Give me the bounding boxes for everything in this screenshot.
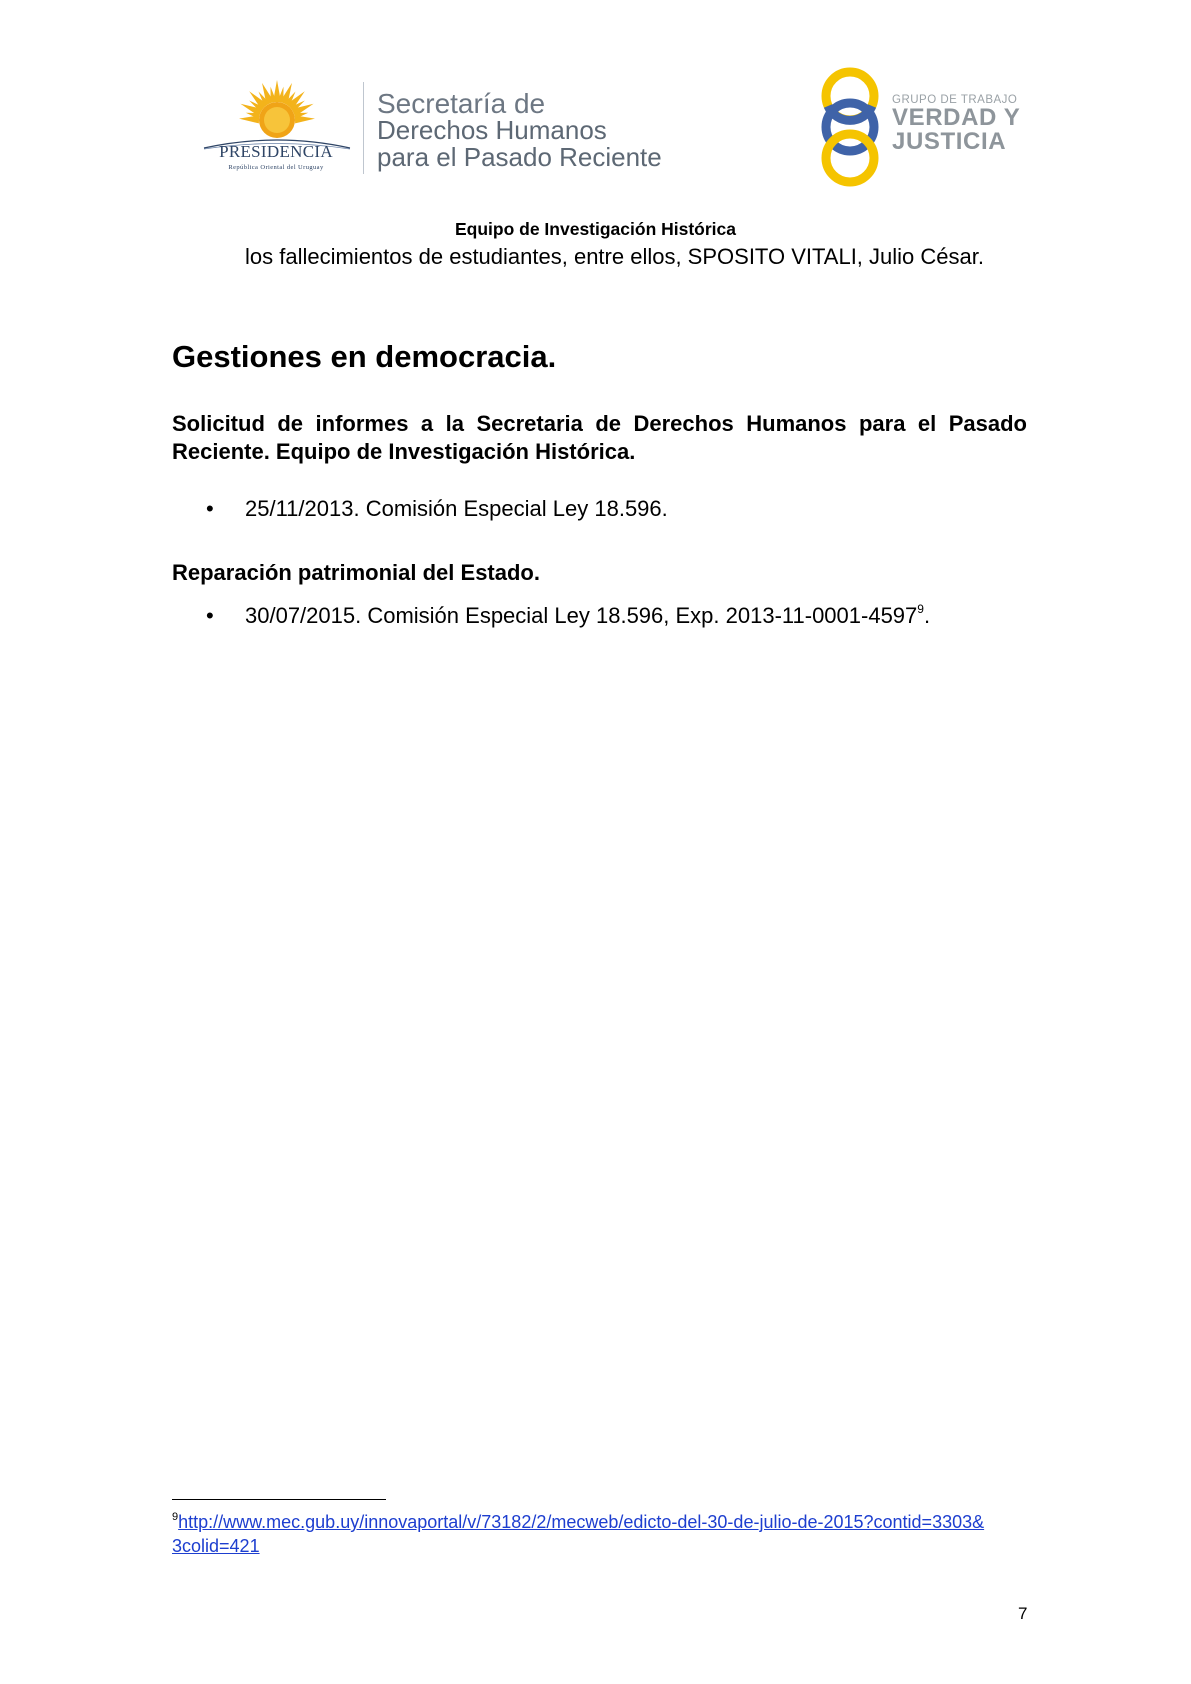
footnote-separator: [172, 1499, 386, 1500]
continued-paragraph: los fallecimientos de estudiantes, entre ellos, SPOSITO VITALI, Julio César.: [245, 244, 984, 269]
sun-icon: [234, 80, 320, 142]
list-item: [206, 496, 668, 522]
vyj-line1: GRUPO DE TRABAJO: [892, 94, 1018, 106]
secretaria-line1: Secretaría de: [377, 88, 546, 119]
list-item: [206, 603, 930, 629]
bullet: •: [206, 496, 214, 521]
linked-rings-icon: [812, 66, 888, 188]
footnote: [172, 1510, 992, 1558]
page-number: 7: [1018, 1604, 1028, 1623]
list-item-text: 30/07/2015. Comisión Especial Ley 18.596, Exp. 2013-11-0001-4597: [245, 603, 918, 628]
header-divider: [363, 82, 364, 174]
secretaria-line2: Derechos Humanos: [377, 115, 607, 145]
vyj-line2: VERDAD Y: [892, 104, 1021, 131]
running-header: Equipo de Investigación Histórica: [454, 219, 737, 239]
list-item-end: .: [923, 603, 931, 628]
vyj-wordmark: [892, 94, 1020, 154]
footnote-link[interactable]: http://www.mec.gub.uy/innovaportal/v/73182/2/mecweb/edicto-del-30-de-julio-de-2015?contid=3303&3colid=421: [172, 1512, 985, 1556]
subsection-heading: Reparación patrimonial del Estado.: [172, 560, 540, 585]
list-item-text: 25/11/2013. Comisión Especial Ley 18.596.: [245, 496, 668, 521]
vyj-line3: JUSTICIA: [892, 128, 1007, 155]
verdad-justicia-logo: [812, 66, 1032, 188]
footnote-number: 9: [172, 1511, 179, 1523]
secretaria-line3: para el Pasado Reciente: [377, 142, 662, 172]
section-title: Gestiones en democracia.: [172, 339, 557, 374]
bullet: •: [206, 603, 214, 628]
footnote-reference[interactable]: 9: [917, 602, 924, 616]
presidencia-subtitle: República Oriental del Uruguay: [228, 164, 324, 171]
presidencia-logo: [196, 80, 356, 176]
subsection-heading: Solicitud de informes a la Secretaria de Derechos Humanos para el Pasado Reciente. Equipo de Investigación Histórica.: [172, 411, 1027, 464]
presidencia-wordmark: PRESIDENCIA: [219, 142, 333, 161]
secretaria-wordmark: [377, 90, 662, 171]
